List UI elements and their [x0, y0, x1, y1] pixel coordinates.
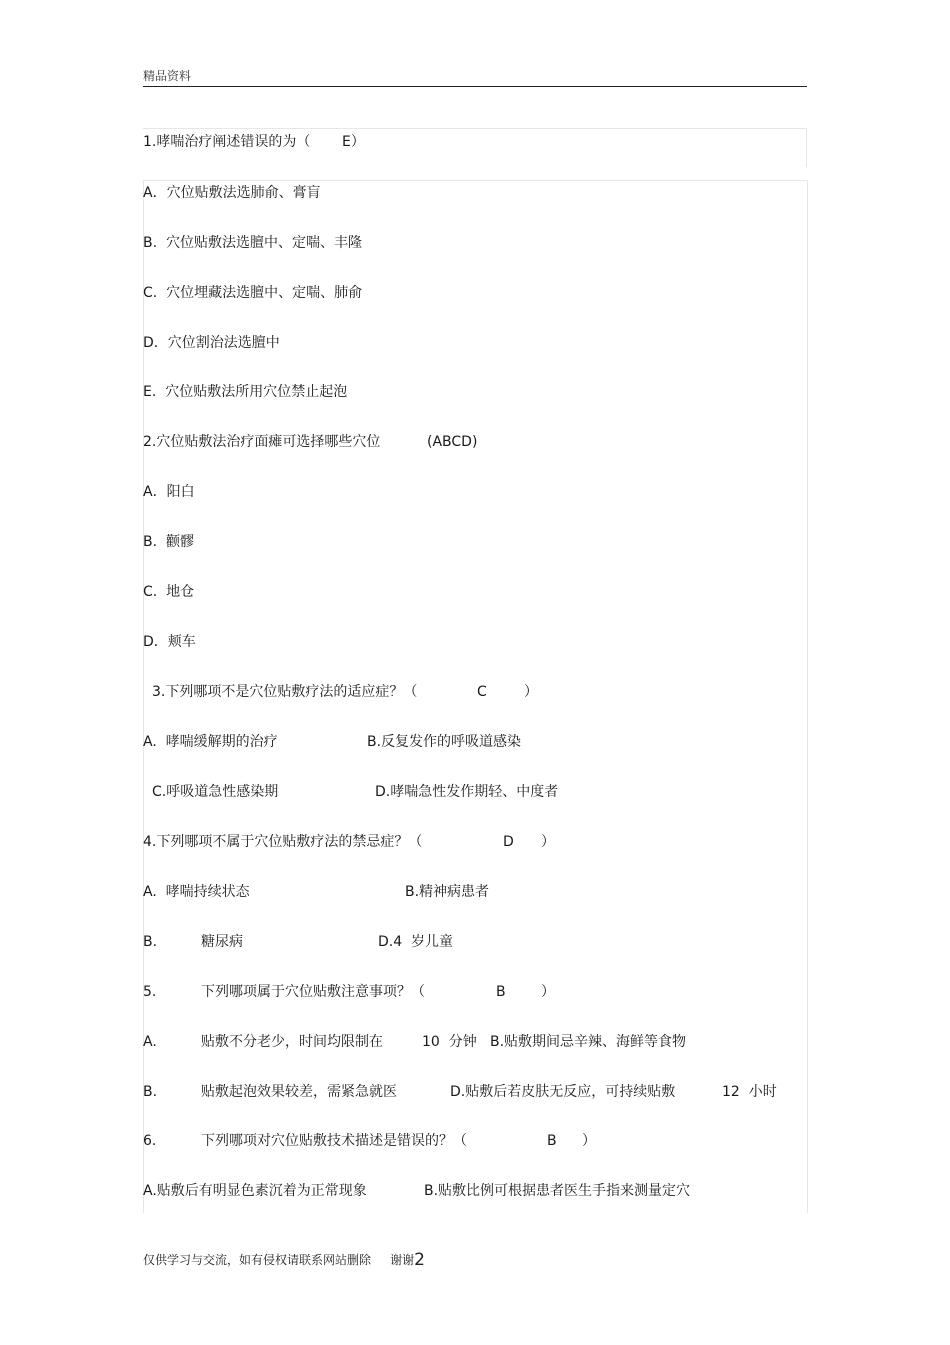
text-segment: ）	[541, 984, 555, 1000]
text-segment: E）	[342, 134, 365, 150]
footer	[143, 1249, 425, 1269]
footer-notice: 仅供学习与交流，如有侵权请联系网站删除	[143, 1253, 372, 1267]
text-segment: B.反复发作的呼吸道感染	[367, 734, 522, 750]
text-segment: C	[477, 684, 487, 700]
text-segment: 1.哮喘治疗阐述错误的为（	[143, 134, 311, 150]
text-segment: A. 哮喘缓解期的治疗	[143, 734, 278, 750]
text-segment: A．阳白	[143, 484, 195, 500]
text-segment: 2.穴位贴敷法治疗面瘫可选择哪些穴位	[143, 434, 381, 450]
text-segment: D.哮喘急性发作期轻、中度者	[375, 784, 559, 800]
text-segment: 6.	[143, 1133, 157, 1149]
text-segment: D．颊车	[143, 634, 196, 650]
footer-thanks: 谢谢	[390, 1253, 415, 1267]
text-segment: A.贴敷后有明显色素沉着为正常现象	[143, 1183, 367, 1199]
text-segment: 糖尿病	[201, 934, 243, 950]
text-segment: ）	[524, 684, 538, 700]
text-segment: D.4 岁儿童	[378, 934, 454, 950]
text-segment: (ABCD)	[427, 434, 478, 450]
text-segment: D	[503, 834, 514, 850]
text-segment: ）	[582, 1133, 596, 1149]
text-segment: 12 小时	[722, 1084, 777, 1100]
text-segment: E. 穴位贴敷法所用穴位禁止起泡	[143, 384, 348, 400]
text-segment: B.贴敷比例可根据患者医生手指来测量定穴	[424, 1183, 691, 1199]
text-segment: 下列哪项对穴位贴敷技术描述是错误的？（	[201, 1133, 467, 1149]
text-segment: C. 穴位埋藏法选膻中、定喘、肺俞	[143, 285, 363, 301]
text-segment: C. 地仓	[143, 584, 195, 600]
text-segment: 3.下列哪项不是穴位贴敷疗法的适应症？（	[152, 684, 418, 700]
text-segment: 贴敷起泡效果较差，需紧急就医	[201, 1084, 397, 1100]
text-segment: B	[496, 984, 506, 1000]
text-segment: D．穴位割治法选膻中	[143, 335, 280, 351]
text-segment: 4.下列哪项不属于穴位贴敷疗法的禁忌症？（	[143, 834, 423, 850]
text-segment: B.	[143, 1084, 158, 1100]
header-divider	[143, 86, 807, 87]
text-segment: 5.	[143, 984, 157, 1000]
text-segment: B.精神病患者	[405, 884, 490, 900]
text-segment: B. 穴位贴敷法选膻中、定喘、丰隆	[143, 235, 362, 251]
text-segment: A．穴位贴敷法选肺俞、膏肓	[143, 185, 321, 201]
text-segment: B. 颧髎	[143, 534, 194, 550]
header-label: 精品资料	[143, 69, 192, 83]
text-segment: B.	[143, 934, 158, 950]
text-segment: 贴敷不分老少，时间均限制在	[201, 1034, 383, 1050]
text-segment: ）	[541, 834, 555, 850]
text-segment: D.贴敷后若皮肤无反应，可持续贴敷	[450, 1084, 676, 1100]
text-segment: 下列哪项属于穴位贴敷注意事项？（	[201, 984, 425, 1000]
text-segment: A.	[143, 1034, 157, 1050]
text-segment: A. 哮喘持续状态	[143, 884, 250, 900]
text-segment: 10 分钟	[422, 1034, 477, 1050]
text-segment: B	[547, 1133, 557, 1149]
text-segment: B.贴敷期间忌辛辣、海鲜等食物	[490, 1034, 687, 1050]
page-number: 2	[414, 1250, 425, 1270]
text-segment: C.呼吸道急性感染期	[152, 784, 279, 800]
